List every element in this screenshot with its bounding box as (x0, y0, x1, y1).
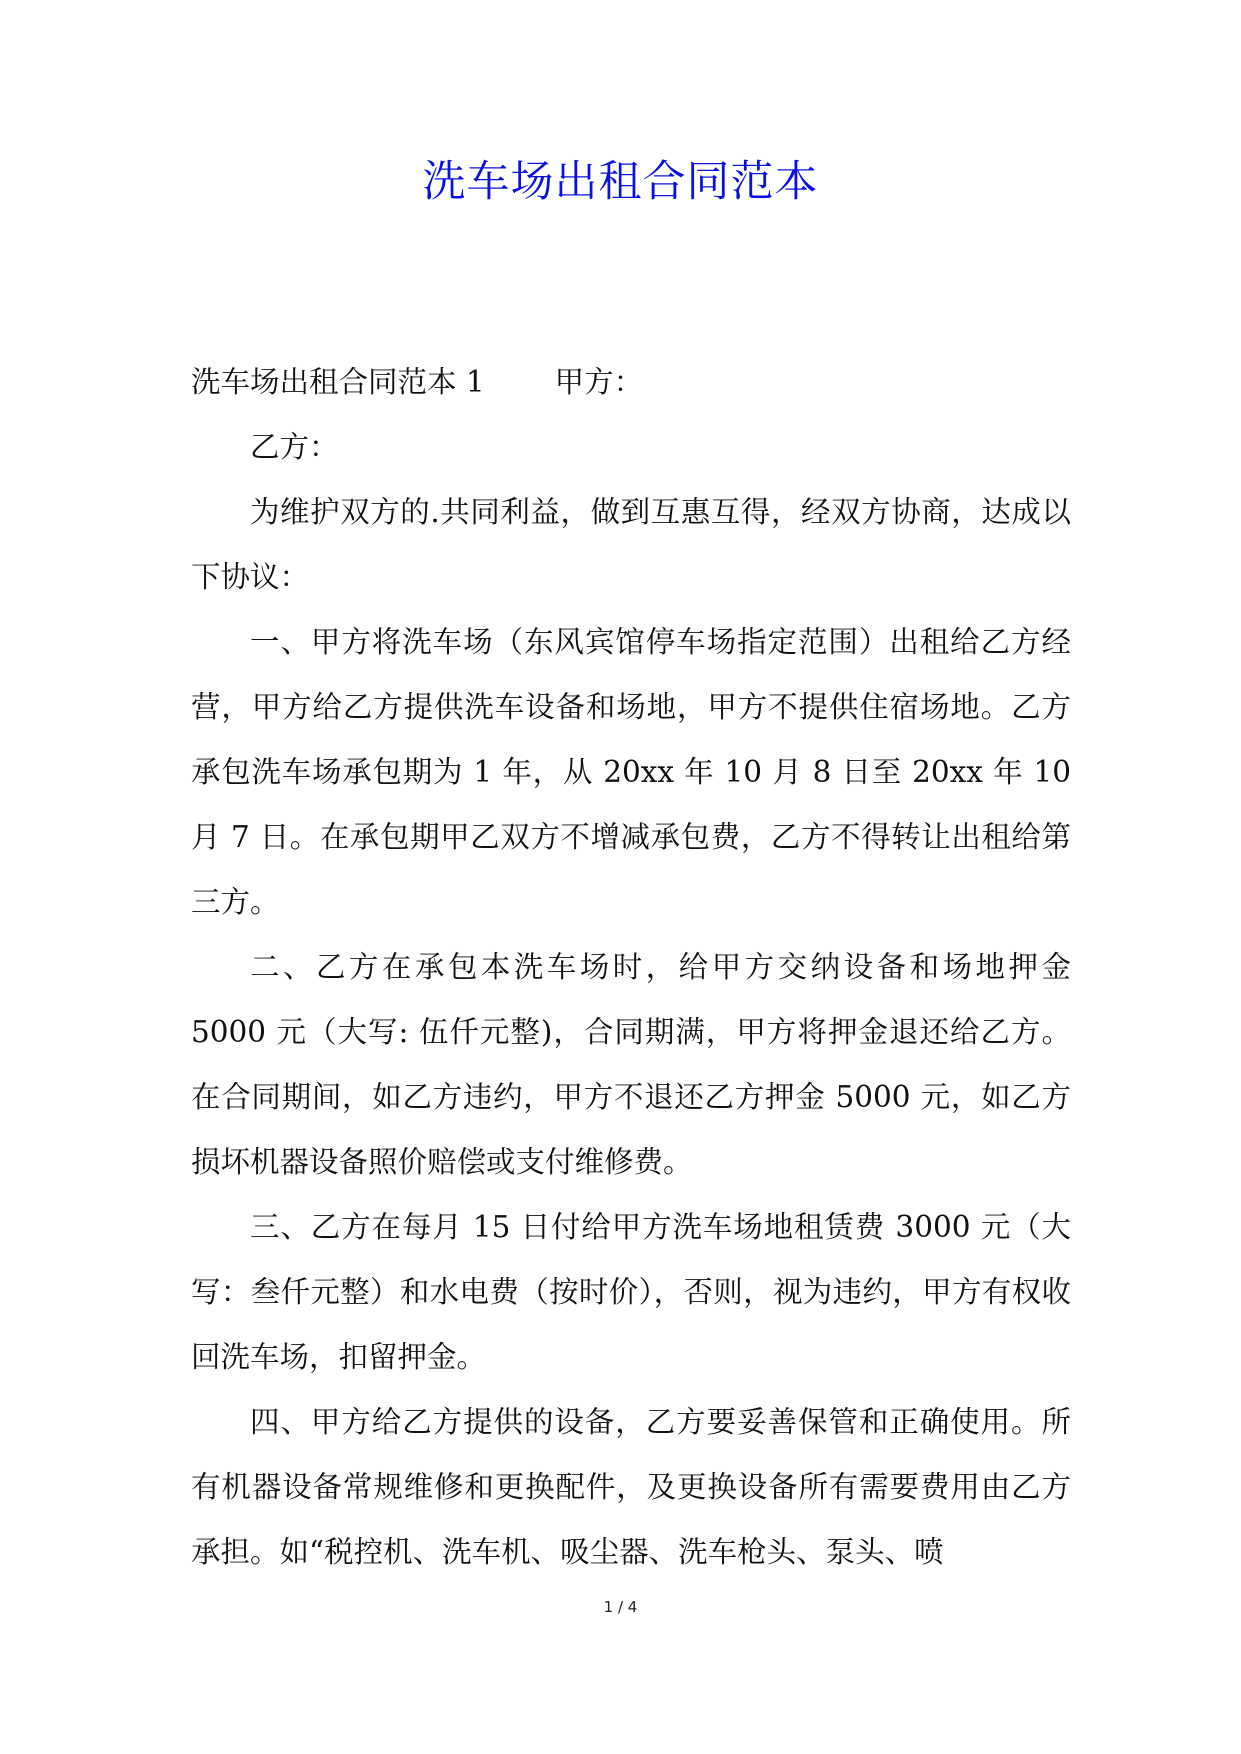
party-a-label: 甲方： (554, 365, 644, 399)
preamble-paragraph: 为维护双方的.共同利益，做到互惠互得，经双方协商，达成以下协议： (191, 495, 1071, 594)
clause-2-paragraph: 二、乙方在承包本洗车场时，给甲方交纳设备和场地押金 5000 元（大写: 伍仟元整)，合同期满，甲方将押金退还给乙方。在合同期间，如乙方违约，甲方不退还乙方押金 5000 元，如乙方损坏机器设备照价赔偿或支付维修费。 (191, 950, 1071, 1179)
heading-line (191, 350, 1071, 415)
party-b-line: 乙方： (250, 430, 339, 464)
clause-1-paragraph: 一、甲方将洗车场（东风宾馆停车场指定范围）出租给乙方经营，甲方给乙方提供洗车设备和场地，甲方不提供住宿场地。乙方承包洗车场承包期为 1 年，从 20xx 年 10 月 8 日至 20xx 年 10 月 7 日。在承包期甲乙双方不增减承包费，乙方不得转让出租给第三方。 (191, 625, 1071, 919)
document-body (191, 350, 1071, 1585)
clause-3-paragraph: 三、乙方在每月 15 日付给甲方洗车场地租赁费 3000 元（大写：叁仟元整）和水电费（按时价），否则，视为违约，甲方有权收回洗车场，扣留押金。 (191, 1210, 1071, 1374)
contract-heading: 洗车场出租合同范本 1 (191, 365, 485, 399)
page-number: 1 / 4 (603, 1598, 638, 1616)
document-title: 洗车场出租合同范本 (422, 157, 819, 207)
clause-4-paragraph: 四、甲方给乙方提供的设备，乙方要妥善保管和正确使用。所有机器设备常规维修和更换配件，及更换设备所有需要费用由乙方承担。如“税控机、洗车机、吸尘器、洗车枪头、泵头、喷 (191, 1405, 1071, 1569)
